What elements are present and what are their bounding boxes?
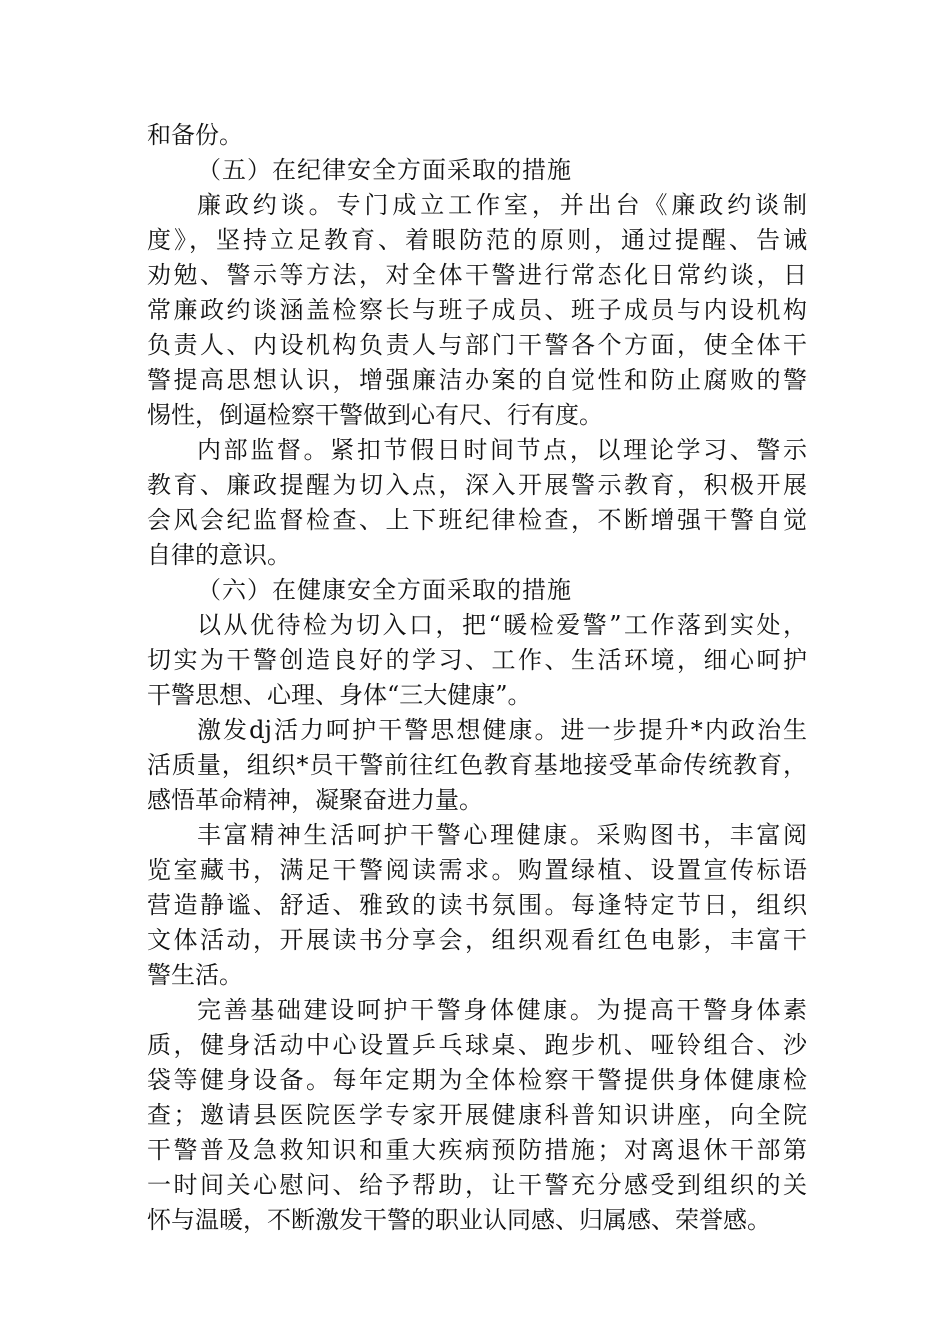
text-line: 干警思想、心理、身体“三大健康”。 [147,681,532,709]
text-line: 丰富精神生活呵护干警心理健康。采购图书，丰富阅 [197,821,807,849]
text-line: 感悟革命精神，凝聚奋进力量。 [147,786,483,814]
text-line: 教育、廉政提醒为切入点，深入开展警示教育，积极开展 [147,471,807,499]
text-line: 活质量，组织*员干警前往红色教育基地接受革命传统教育， [147,751,807,779]
text-line: 查；邀请县医院医学专家开展健康科普知识讲座，向全院 [147,1101,807,1129]
text-line: 廉政约谈。专门成立工作室，并出台《廉政约谈制 [197,191,807,219]
text-line: 怀与温暖，不断激发干警的职业认同感、归属感、荣誉感。 [147,1206,771,1234]
text-line: 营造静谧、舒适、雅致的读书氛围。每逢特定节日，组织 [147,891,807,919]
text-line: 负责人、内设机构负责人与部门干警各个方面，使全体干 [147,331,807,359]
text-line: 质，健身活动中心设置乒乓球桌、跑步机、哑铃组合、沙 [147,1031,807,1059]
text-line: 惕性，倒逼检察干警做到心有尺、行有度。 [147,401,603,429]
text-line: 文体活动，开展读书分享会，组织观看红色电影，丰富干 [147,926,807,954]
text-line: 内部监督。紧扣节假日时间节点，以理论学习、警示 [197,436,807,464]
section-heading-6: （六）在健康安全方面采取的措施 [197,576,572,604]
text-line: 切实为干警创造良好的学习、工作、生活环境，细心呵护 [147,646,807,674]
text-line: 和备份。 [147,121,243,149]
text-line: 劝勉、警示等方法，对全体干警进行常态化日常约谈，日 [147,261,807,289]
text-line: 激发dj活力呵护干警思想健康。进一步提升*内政治生 [197,716,807,744]
text-line: 以从优待检为切入口，把“暖检爱警”工作落到实处， [197,611,807,639]
text-line: 常廉政约谈涵盖检察长与班子成员、班子成员与内设机构 [147,296,807,324]
text-line: 度》，坚持立足教育、着眼防范的原则，通过提醒、告诫 [147,226,807,254]
text-line: 警提高思想认识，增强廉洁办案的自觉性和防止腐败的警 [147,366,807,394]
text-line: 会风会纪监督检查、上下班纪律检查，不断增强干警自觉 [147,506,807,534]
text-line: 完善基础建设呵护干警身体健康。为提高干警身体素 [197,996,807,1024]
text-line: 览室藏书，满足干警阅读需求。购置绿植、设置宣传标语 [147,856,807,884]
text-line: 自律的意识。 [147,541,291,569]
section-heading-5: （五）在纪律安全方面采取的措施 [197,156,572,184]
text-line: 一时间关心慰问、给予帮助，让干警充分感受到组织的关 [147,1171,807,1199]
text-line: 袋等健身设备。每年定期为全体检察干警提供身体健康检 [147,1066,807,1094]
text-line: 警生活。 [147,961,243,989]
text-line: 干警普及急救知识和重大疾病预防措施；对离退休干部第 [147,1136,807,1164]
